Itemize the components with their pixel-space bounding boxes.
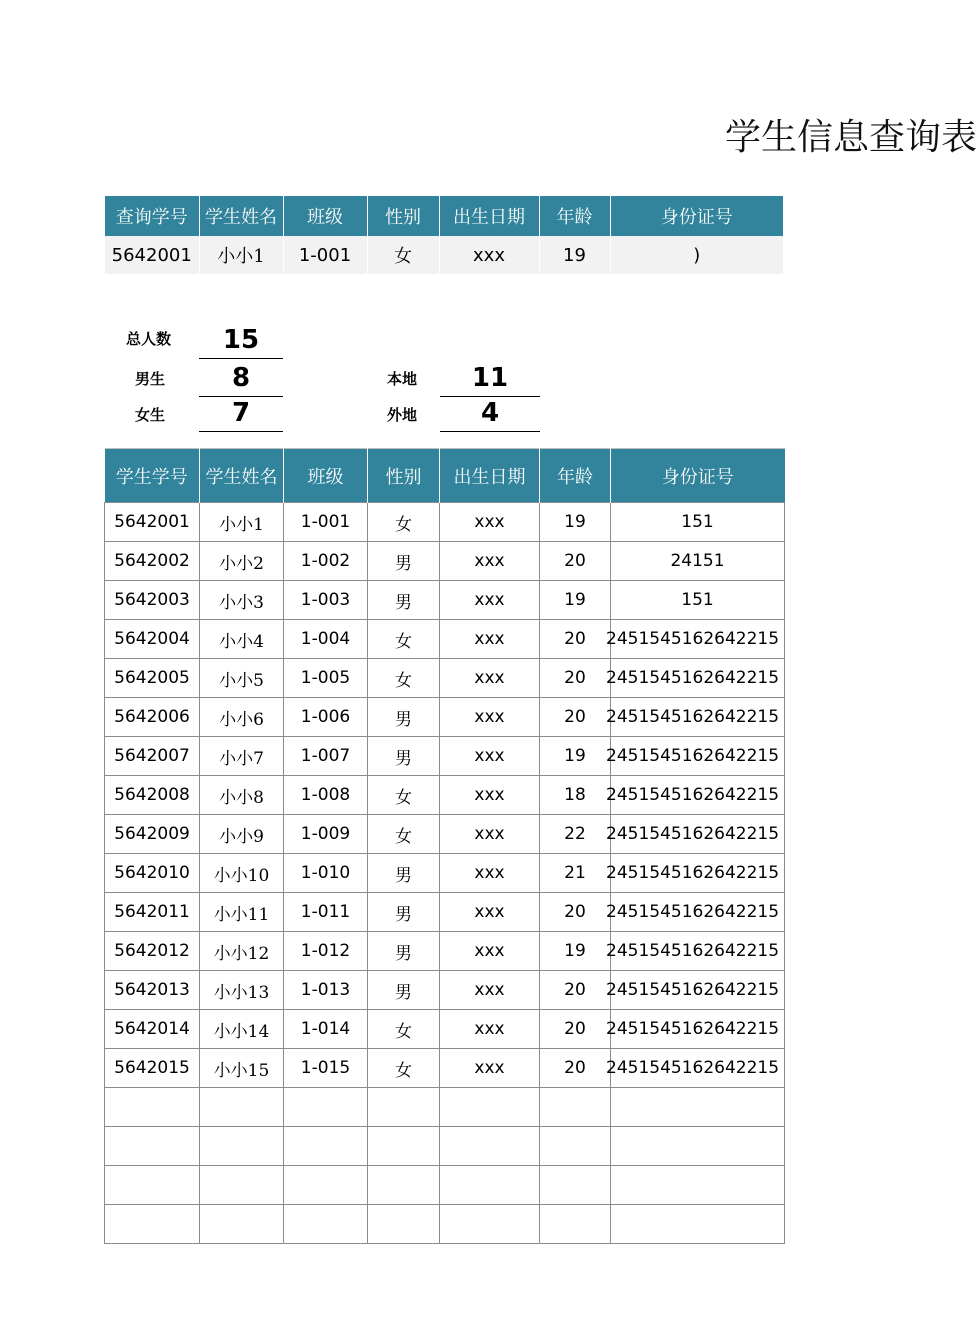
query-header-student-id: 查询学号 xyxy=(105,196,199,236)
table-row xyxy=(105,698,785,737)
class-cell[interactable]: 1-013 xyxy=(284,971,368,1010)
id-card-cell[interactable] xyxy=(606,893,785,932)
empty-cell[interactable] xyxy=(284,1127,368,1166)
class-cell[interactable]: 1-006 xyxy=(284,698,368,737)
birthdate-cell[interactable]: xxx xyxy=(440,581,540,620)
id-card-cell[interactable] xyxy=(606,1010,785,1049)
empty-cell[interactable] xyxy=(105,1205,200,1244)
id-card-text: 2451545162642215 xyxy=(606,785,780,805)
gender-cell[interactable]: 男 xyxy=(368,854,440,893)
age-cell[interactable]: 20 xyxy=(540,698,611,737)
id-card-text: 2451545162642215 xyxy=(606,902,780,922)
table-row xyxy=(105,932,785,971)
query-id-card-cell: ) xyxy=(610,236,783,274)
age-cell[interactable]: 19 xyxy=(540,737,611,776)
female-count-label: 女生 xyxy=(135,406,166,424)
class-cell[interactable]: 1-009 xyxy=(284,815,368,854)
age-cell[interactable]: 20 xyxy=(540,542,611,581)
query-gender-cell: 女 xyxy=(367,236,439,274)
empty-cell[interactable] xyxy=(611,1088,785,1127)
table-row xyxy=(105,620,785,659)
total-count-value: 15 xyxy=(199,322,283,359)
id-card-text: 2451545162642215 xyxy=(606,980,780,1000)
empty-cell[interactable] xyxy=(540,1205,611,1244)
class-cell[interactable]: 1-001 xyxy=(284,503,368,542)
id-card-cell[interactable] xyxy=(606,620,785,659)
query-class-cell: 1-001 xyxy=(283,236,367,274)
empty-table-row xyxy=(105,1127,785,1166)
empty-cell[interactable] xyxy=(105,1127,200,1166)
query-table xyxy=(105,196,783,274)
query-name-cell: 小小1 xyxy=(199,236,283,274)
empty-cell[interactable] xyxy=(611,1166,785,1205)
gender-cell[interactable]: 女 xyxy=(368,620,440,659)
age-cell[interactable]: 19 xyxy=(540,932,611,971)
male-count-label: 男生 xyxy=(135,370,166,388)
name-cell[interactable]: 小小9 xyxy=(200,815,284,854)
name-cell[interactable]: 小小6 xyxy=(200,698,284,737)
id-card-cell[interactable] xyxy=(606,776,785,815)
empty-cell[interactable] xyxy=(540,1166,611,1205)
table-row xyxy=(105,776,785,815)
age-cell[interactable]: 20 xyxy=(540,971,611,1010)
id-card-text: 2451545162642215 xyxy=(606,824,780,844)
student-id-cell[interactable]: 5642006 xyxy=(105,698,200,737)
gender-cell[interactable]: 女 xyxy=(368,776,440,815)
query-header-id-card: 身份证号 xyxy=(610,196,783,236)
id-card-text: 2451545162642215 xyxy=(606,629,780,649)
name-cell[interactable]: 小小7 xyxy=(200,737,284,776)
table-row xyxy=(105,854,785,893)
male-count-value: 8 xyxy=(199,360,283,397)
class-cell[interactable]: 1-003 xyxy=(284,581,368,620)
roster-header-age: 年龄 xyxy=(540,449,611,503)
birthdate-cell[interactable]: xxx xyxy=(440,1010,540,1049)
gender-cell[interactable]: 男 xyxy=(368,542,440,581)
empty-cell[interactable] xyxy=(611,1205,785,1244)
class-cell[interactable]: 1-004 xyxy=(284,620,368,659)
age-cell[interactable]: 19 xyxy=(540,503,611,542)
empty-cell[interactable] xyxy=(368,1205,440,1244)
student-id-cell[interactable]: 5642009 xyxy=(105,815,200,854)
empty-cell[interactable] xyxy=(440,1088,540,1127)
empty-table-row xyxy=(105,1088,785,1127)
sheet-title: 学生信息查询表 xyxy=(725,117,977,158)
query-header-row xyxy=(105,196,783,236)
student-id-cell[interactable]: 5642003 xyxy=(105,581,200,620)
student-id-cell[interactable]: 5642002 xyxy=(105,542,200,581)
age-cell[interactable]: 20 xyxy=(540,1049,611,1088)
id-card-cell[interactable] xyxy=(606,815,785,854)
empty-cell[interactable] xyxy=(200,1088,284,1127)
roster-header-name: 学生姓名 xyxy=(200,449,284,503)
class-cell[interactable]: 1-015 xyxy=(284,1049,368,1088)
roster-header-id-card: 身份证号 xyxy=(611,449,785,503)
id-card-cell[interactable]: 151 xyxy=(611,503,785,542)
table-row xyxy=(105,737,785,776)
class-cell[interactable]: 1-011 xyxy=(284,893,368,932)
roster-header-class: 班级 xyxy=(284,449,368,503)
local-count-value: 11 xyxy=(440,360,540,397)
age-cell[interactable]: 18 xyxy=(540,776,611,815)
id-card-text: 2451545162642215 xyxy=(606,746,780,766)
empty-cell[interactable] xyxy=(200,1127,284,1166)
roster-header-birthdate: 出生日期 xyxy=(440,449,540,503)
birthdate-cell[interactable]: xxx xyxy=(440,776,540,815)
name-cell[interactable]: 小小13 xyxy=(200,971,284,1010)
empty-table-row xyxy=(105,1166,785,1205)
birthdate-cell[interactable]: xxx xyxy=(440,620,540,659)
nonlocal-count-label: 外地 xyxy=(387,406,418,424)
empty-cell[interactable] xyxy=(368,1166,440,1205)
empty-cell[interactable] xyxy=(284,1088,368,1127)
empty-cell[interactable] xyxy=(540,1088,611,1127)
birthdate-cell[interactable]: xxx xyxy=(440,503,540,542)
class-cell[interactable]: 1-005 xyxy=(284,659,368,698)
birthdate-cell[interactable]: xxx xyxy=(440,893,540,932)
birthdate-cell[interactable]: xxx xyxy=(440,815,540,854)
name-cell[interactable]: 小小4 xyxy=(200,620,284,659)
gender-cell[interactable]: 女 xyxy=(368,1010,440,1049)
female-count-value: 7 xyxy=(199,395,283,432)
table-row xyxy=(105,581,785,620)
student-id-cell[interactable]: 5642012 xyxy=(105,932,200,971)
empty-cell[interactable] xyxy=(440,1127,540,1166)
student-id-cell[interactable]: 5642001 xyxy=(105,503,200,542)
total-count-label: 总人数 xyxy=(126,330,172,348)
student-id-cell[interactable]: 5642015 xyxy=(105,1049,200,1088)
id-card-cell[interactable] xyxy=(606,932,785,971)
id-card-text: 2451545162642215 xyxy=(606,863,780,883)
empty-cell[interactable] xyxy=(200,1205,284,1244)
birthdate-cell[interactable]: xxx xyxy=(440,737,540,776)
nonlocal-count-value: 4 xyxy=(440,395,540,432)
empty-cell[interactable] xyxy=(284,1166,368,1205)
empty-cell[interactable] xyxy=(284,1205,368,1244)
empty-cell[interactable] xyxy=(368,1127,440,1166)
table-row xyxy=(105,1049,785,1088)
table-row xyxy=(105,1010,785,1049)
local-count-label: 本地 xyxy=(387,370,418,388)
age-cell[interactable]: 20 xyxy=(540,620,611,659)
gender-cell[interactable]: 男 xyxy=(368,971,440,1010)
class-cell[interactable]: 1-002 xyxy=(284,542,368,581)
id-card-cell[interactable] xyxy=(606,971,785,1010)
gender-cell[interactable]: 男 xyxy=(368,893,440,932)
age-cell[interactable]: 20 xyxy=(540,893,611,932)
gender-cell[interactable]: 女 xyxy=(368,815,440,854)
empty-cell[interactable] xyxy=(611,1127,785,1166)
gender-cell[interactable]: 男 xyxy=(368,932,440,971)
id-card-cell[interactable]: 151 xyxy=(611,581,785,620)
id-card-cell[interactable] xyxy=(606,659,785,698)
table-row xyxy=(105,542,785,581)
class-cell[interactable]: 1-014 xyxy=(284,1010,368,1049)
student-id-cell[interactable]: 5642011 xyxy=(105,893,200,932)
roster-header-gender: 性别 xyxy=(368,449,440,503)
name-cell[interactable]: 小小1 xyxy=(200,503,284,542)
roster-header-student-id: 学生学号 xyxy=(105,449,200,503)
query-age-cell: 19 xyxy=(539,236,610,274)
student-id-cell[interactable]: 5642014 xyxy=(105,1010,200,1049)
query-birthdate-cell: xxx xyxy=(439,236,539,274)
student-id-cell[interactable]: 5642013 xyxy=(105,971,200,1010)
query-header-age: 年龄 xyxy=(539,196,610,236)
name-cell[interactable]: 小小3 xyxy=(200,581,284,620)
query-header-gender: 性别 xyxy=(367,196,439,236)
query-student-id-input[interactable]: 5642001 xyxy=(105,236,199,274)
name-cell[interactable]: 小小15 xyxy=(200,1049,284,1088)
query-header-name: 学生姓名 xyxy=(199,196,283,236)
id-card-text: 2451545162642215 xyxy=(606,1058,780,1078)
birthdate-cell[interactable]: xxx xyxy=(440,932,540,971)
id-card-text: 2451545162642215 xyxy=(606,1019,780,1039)
birthdate-cell[interactable]: xxx xyxy=(440,1049,540,1088)
empty-cell[interactable] xyxy=(440,1205,540,1244)
birthdate-cell[interactable]: xxx xyxy=(440,698,540,737)
gender-cell[interactable]: 女 xyxy=(368,1049,440,1088)
roster-body xyxy=(105,503,785,1244)
query-header-birthdate: 出生日期 xyxy=(439,196,539,236)
empty-cell[interactable] xyxy=(105,1166,200,1205)
table-row xyxy=(105,893,785,932)
id-card-text: 2451545162642215 xyxy=(606,941,780,961)
empty-cell[interactable] xyxy=(368,1088,440,1127)
table-row xyxy=(105,503,785,542)
birthdate-cell[interactable]: xxx xyxy=(440,659,540,698)
student-id-cell[interactable]: 5642008 xyxy=(105,776,200,815)
table-row xyxy=(105,659,785,698)
id-card-cell[interactable] xyxy=(606,737,785,776)
name-cell[interactable]: 小小12 xyxy=(200,932,284,971)
age-cell[interactable]: 19 xyxy=(540,581,611,620)
empty-cell[interactable] xyxy=(440,1166,540,1205)
empty-table-row xyxy=(105,1205,785,1244)
roster-header-row xyxy=(105,449,785,503)
gender-cell[interactable]: 男 xyxy=(368,698,440,737)
gender-cell[interactable]: 男 xyxy=(368,581,440,620)
name-cell[interactable]: 小小10 xyxy=(200,854,284,893)
student-id-cell[interactable]: 5642007 xyxy=(105,737,200,776)
id-card-text: 2451545162642215 xyxy=(606,707,780,727)
student-id-cell[interactable]: 5642005 xyxy=(105,659,200,698)
empty-cell[interactable] xyxy=(540,1127,611,1166)
birthdate-cell[interactable]: xxx xyxy=(440,971,540,1010)
age-cell[interactable]: 20 xyxy=(540,1010,611,1049)
name-cell[interactable]: 小小8 xyxy=(200,776,284,815)
empty-cell[interactable] xyxy=(105,1088,200,1127)
class-cell[interactable]: 1-007 xyxy=(284,737,368,776)
id-card-text: 2451545162642215 xyxy=(606,668,780,688)
gender-cell[interactable]: 女 xyxy=(368,659,440,698)
name-cell[interactable]: 小小11 xyxy=(200,893,284,932)
table-row xyxy=(105,971,785,1010)
birthdate-cell[interactable]: xxx xyxy=(440,542,540,581)
id-card-cell[interactable] xyxy=(606,1049,785,1088)
student-id-cell[interactable]: 5642010 xyxy=(105,854,200,893)
student-roster-table xyxy=(104,448,785,1244)
gender-cell[interactable]: 男 xyxy=(368,737,440,776)
table-row xyxy=(105,815,785,854)
gender-cell[interactable]: 女 xyxy=(368,503,440,542)
class-cell[interactable]: 1-008 xyxy=(284,776,368,815)
name-cell[interactable]: 小小5 xyxy=(200,659,284,698)
age-cell[interactable]: 21 xyxy=(540,854,611,893)
age-cell[interactable]: 22 xyxy=(540,815,611,854)
id-card-cell[interactable] xyxy=(606,854,785,893)
age-cell[interactable]: 20 xyxy=(540,659,611,698)
student-id-cell[interactable]: 5642004 xyxy=(105,620,200,659)
query-header-class: 班级 xyxy=(283,196,367,236)
id-card-cell[interactable]: 24151 xyxy=(611,542,785,581)
class-cell[interactable]: 1-010 xyxy=(284,854,368,893)
class-cell[interactable]: 1-012 xyxy=(284,932,368,971)
id-card-cell[interactable] xyxy=(606,698,785,737)
name-cell[interactable]: 小小14 xyxy=(200,1010,284,1049)
query-result-row xyxy=(105,236,783,274)
empty-cell[interactable] xyxy=(200,1166,284,1205)
name-cell[interactable]: 小小2 xyxy=(200,542,284,581)
birthdate-cell[interactable]: xxx xyxy=(440,854,540,893)
